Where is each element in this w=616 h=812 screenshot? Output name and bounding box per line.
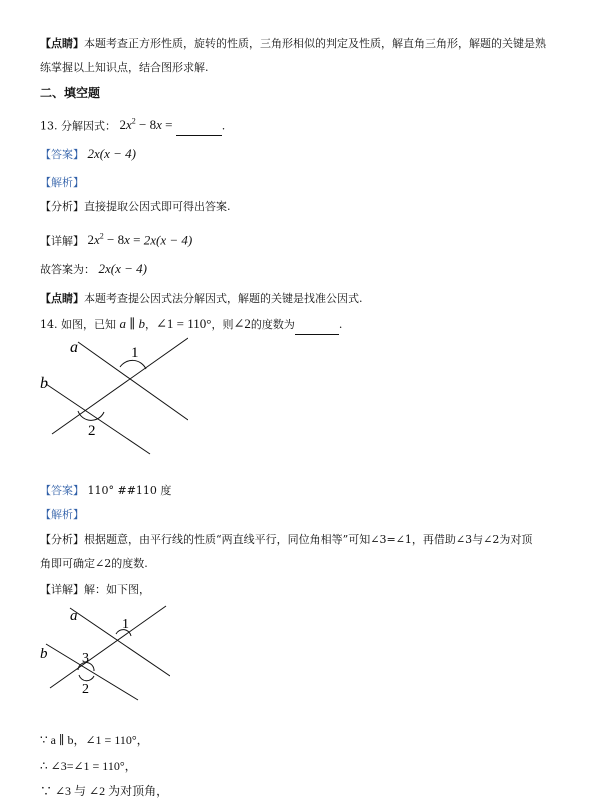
- q14-angle1: ∠1 = 110°: [156, 316, 212, 331]
- q14-step-2: ∴ ∠3=∠1 = 110°，: [40, 759, 137, 773]
- q14-a: a: [119, 316, 126, 331]
- q13-analysis-tag: 【解析】: [40, 176, 84, 189]
- remark-text-2: 练掌握以上知识点，结合图形求解.: [40, 61, 209, 74]
- q14-fenxi-2: 角即可确定∠2的度数.: [40, 557, 148, 570]
- q13-expr: $2x^2 - 8x$ =: [119, 117, 176, 133]
- q14-fenxi-line-2: [40, 557, 148, 571]
- q14-analysis-tag: 【解析】: [40, 508, 84, 521]
- q14-fenxi-1: 根据题意，由平行线的性质“两直线平行，同位角相等”可知∠3=∠1，再借助∠3与∠2为对顶: [84, 533, 533, 546]
- remark-line-2: [40, 61, 209, 75]
- q14-answer-blank: [295, 320, 339, 335]
- q14-prompt-line: 14. 如图，已知 a ∥ b，∠1 = 110°，则∠2的度数为 .: [40, 317, 342, 335]
- section-title: 二、填空题: [40, 86, 101, 100]
- q14-prompt-mid: ，则: [211, 318, 234, 331]
- remark-tag: 【点睛】: [40, 37, 84, 50]
- q13-dianjing-tag: 【点睛】: [40, 292, 84, 305]
- q14-answer-line: [40, 484, 171, 498]
- q14-step-3: ∵ ∠3 与 ∠2 为对顶角，: [40, 784, 169, 798]
- q13-xiangjie-lhs: $2x^2 - 8x$ =: [87, 232, 144, 248]
- label-1: 1: [131, 345, 139, 361]
- q14-xiangjie: 解：如下图，: [84, 583, 150, 596]
- q13-xiangjie-line: [40, 230, 192, 248]
- q13-dianjing-line: [40, 292, 363, 306]
- q14-xiangjie-line: [40, 583, 150, 597]
- q14-prompt-pre: 14. 如图，已知: [40, 318, 116, 331]
- q13-answer-tag: 【答案】: [40, 148, 84, 161]
- q13-answer-line: [40, 147, 136, 162]
- label-b: b: [40, 646, 48, 662]
- q13-xiangjie-rhs: 2x(x − 4): [143, 232, 193, 248]
- q13-fenxi-line: [40, 200, 231, 214]
- q13-fenxi: 直接提取公因式即可得出答案.: [84, 200, 231, 213]
- q14-fenxi-line-1: [40, 533, 532, 547]
- q13-final-line: [40, 262, 147, 277]
- label-1: 1: [122, 617, 129, 632]
- q14-answer-tag: 【答案】: [40, 484, 84, 497]
- q13-answer-blank: [176, 121, 222, 136]
- q13-period: .: [221, 119, 226, 133]
- q13-prompt: 13. 分解因式：: [40, 119, 116, 133]
- q14-step-1: ∵ a ∥ b，∠1 = 110°，: [40, 733, 149, 747]
- remark-text-1: 本题考查正方形性质，旋转的性质，三角形相似的判定及性质，解直角三角形，解题的关键是熟: [84, 37, 546, 50]
- q14-figure-2: [38, 604, 170, 702]
- q14-answer: 110° ##110 度: [87, 484, 172, 497]
- remark-line-1: [40, 37, 546, 51]
- q14-angle2: ∠2: [233, 316, 251, 331]
- q13-final-value: 2x(x − 4): [98, 261, 147, 276]
- q13-xiangjie-tag: 【详解】: [40, 234, 84, 248]
- label-a: a: [70, 608, 78, 624]
- q14-xiangjie-tag: 【详解】: [40, 583, 84, 596]
- q14-fenxi-tag: 【分析】: [40, 533, 84, 546]
- q13-prompt-line: [40, 115, 225, 136]
- q13-answer: 2x(x − 4): [87, 146, 136, 161]
- label-2: 2: [82, 682, 89, 697]
- q14-period: .: [338, 318, 343, 331]
- line-b: [46, 644, 138, 700]
- label-a: a: [70, 339, 78, 356]
- label-3: 3: [82, 651, 89, 666]
- transversal-line: [50, 606, 166, 688]
- q14-parallel: ∥: [126, 316, 139, 331]
- label-b: b: [40, 375, 48, 392]
- q14-figure-1: [38, 336, 188, 456]
- angle-1-arc: [120, 360, 146, 369]
- q13-final-label: 故答案为：: [40, 263, 95, 276]
- q14-prompt-post: 的度数为: [250, 318, 295, 331]
- q14-b: b: [138, 316, 146, 331]
- q13-fenxi-tag: 【分析】: [40, 200, 84, 213]
- label-2: 2: [88, 423, 96, 439]
- q13-dianjing: 本题考查提公因式法分解因式，解题的关键是找准公因式.: [84, 292, 363, 305]
- angle-2-arc: [79, 675, 94, 681]
